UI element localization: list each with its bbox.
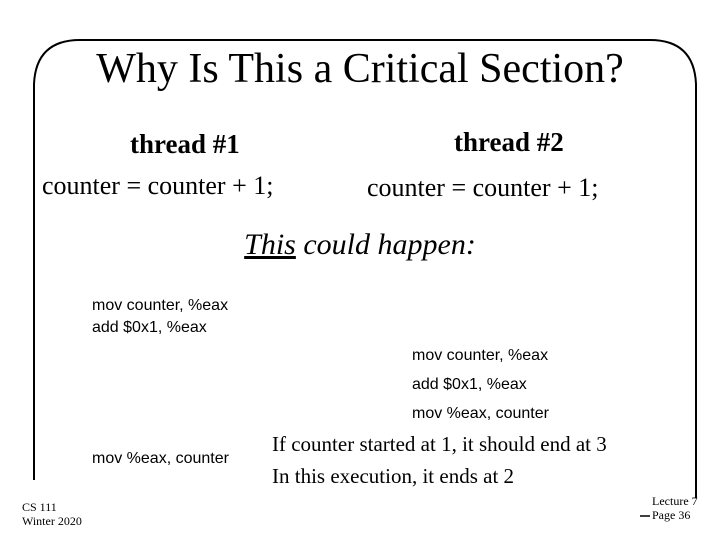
outcome-note — [272, 428, 607, 492]
thread-1-heading: thread #1 — [130, 129, 240, 159]
happen-line — [0, 226, 720, 264]
lecture-number: Lecture 7 — [652, 494, 698, 508]
page-footer — [652, 494, 698, 522]
course-footer — [22, 500, 82, 528]
asm-line: mov counter, %eax — [412, 347, 549, 364]
note-line: If counter started at 1, it should end at 3 — [272, 432, 607, 456]
asm-line: add $0x1, %eax — [92, 319, 207, 336]
asm-thread-1-first — [92, 295, 228, 339]
note-line: In this execution, it ends at 2 — [272, 464, 515, 488]
slide-title: Why Is This a Critical Section? — [96, 46, 624, 92]
asm-line: add $0x1, %eax — [412, 376, 527, 393]
asm-line: mov counter, %eax — [92, 297, 229, 314]
page-number: Page 36 — [652, 508, 691, 522]
thread-2-heading: thread #2 — [454, 127, 564, 157]
asm-thread-2 — [412, 341, 549, 428]
happen-underlined: This — [244, 228, 296, 261]
thread-2-code: counter = counter + 1; — [367, 173, 599, 202]
happen-rest: could happen: — [295, 228, 476, 261]
asm-thread-1-last: mov %eax, counter — [92, 450, 229, 467]
course-name: CS 111 — [22, 500, 57, 514]
asm-line: mov %eax, counter — [412, 405, 549, 422]
course-term: Winter 2020 — [22, 514, 82, 528]
thread-1-code: counter = counter + 1; — [42, 171, 274, 200]
